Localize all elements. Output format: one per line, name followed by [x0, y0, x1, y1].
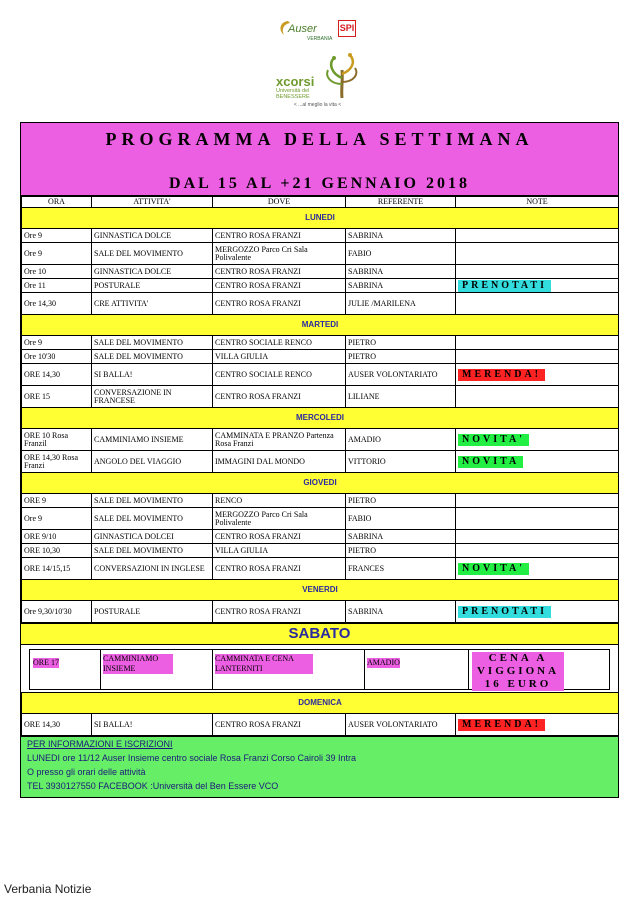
cell-note — [456, 364, 619, 386]
cell-ora: Ore 14,30 — [22, 293, 92, 315]
schedule-row — [22, 386, 619, 408]
cell-ora: ORE 14,30 Rosa Franzi — [22, 451, 92, 473]
spi-logo: SPI — [338, 20, 356, 37]
cell-ora: ORE 14/15,15 — [22, 558, 92, 580]
xcorsi-subtitle: Università del BENESSERE — [276, 88, 310, 100]
cell-dove: CENTRO ROSA FRANZI — [213, 279, 346, 293]
day-band — [22, 580, 619, 601]
cell-attivita: CRE ATTIVITA' — [92, 293, 213, 315]
page-title: PROGRAMMA DELLA SETTIMANA — [105, 129, 534, 149]
cell-attivita: GINNASTICA DOLCEI — [92, 530, 213, 544]
schedule-row — [22, 508, 619, 530]
day-name: SABATO — [288, 625, 351, 642]
cell-attivita: CAMMINIAMO INSIEME — [92, 429, 213, 451]
cell-referente: PIETRO — [346, 336, 456, 350]
cell-note — [456, 451, 619, 473]
cell-note — [456, 544, 619, 558]
day-band — [22, 315, 619, 336]
cell-attivita: SI BALLA! — [92, 364, 213, 386]
info-line-hours: LUNEDI ore 11/12 Auser Insieme centro sociale Rosa Franzi Corso Cairoli 39 Intra — [27, 753, 356, 763]
day-band — [22, 208, 619, 229]
cell-dove: CENTRO ROSA FRANZI — [213, 265, 346, 279]
xcorsi-tagline: < ...al meglio la vita < — [293, 102, 342, 108]
cell-note — [456, 265, 619, 279]
sabato-referente: AMADIO — [367, 658, 400, 667]
info-line-schedule: O presso gli orari delle attività — [27, 767, 146, 777]
cell-ora: Ore 11 — [22, 279, 92, 293]
note-badge: MERENDA! — [458, 719, 545, 731]
schedule-row — [22, 243, 619, 265]
cell-referente: AUSER VOLONTARIATO — [346, 364, 456, 386]
note-badge: MERENDA! — [458, 369, 545, 381]
sabato-attivita: CAMMINIAMO INSIEME — [103, 654, 173, 674]
cell-attivita: CONVERSAZIONI IN INGLESE — [92, 558, 213, 580]
cell-attivita: SALE DEL MOVIMENTO — [92, 350, 213, 364]
cell-note — [456, 336, 619, 350]
auser-logo-text: Auser — [288, 23, 317, 35]
cell-ora: Ore 9 — [22, 243, 92, 265]
schedule-row — [22, 350, 619, 364]
schedule-row — [22, 494, 619, 508]
column-header: ATTIVITA' — [92, 197, 213, 208]
cell-note — [456, 279, 619, 293]
cell-referente: SABRINA — [346, 229, 456, 243]
cell-dove: CAMMINATA E PRANZO Partenza Rosa Franzi — [213, 429, 346, 451]
cell-ora: ORE 14,30 — [22, 364, 92, 386]
cell-dove: MERGOZZO Parco Cri Sala Polivalente — [213, 508, 346, 530]
sabato-note: CENA A VIGGIONA 16 EURO — [472, 652, 564, 691]
sabato-ora: ORE 17 — [33, 658, 59, 667]
note-badge: PRENOTATI — [458, 280, 551, 292]
cell-attivita: ANGOLO DEL VIAGGIO — [92, 451, 213, 473]
day-name: LUNEDI — [22, 208, 619, 229]
cell-ora: Ore 10'30 — [22, 350, 92, 364]
cell-ora: ORE 9 — [22, 494, 92, 508]
cell-referente: VITTORIO — [346, 451, 456, 473]
column-header: DOVE — [213, 197, 346, 208]
cell-dove: CENTRO SOCIALE RENCO — [213, 336, 346, 350]
cell-note — [456, 429, 619, 451]
sabato-row — [21, 644, 618, 692]
day-band — [22, 473, 619, 494]
xcorsi-text: xcorsi — [276, 74, 315, 89]
cell-attivita: SALE DEL MOVIMENTO — [92, 508, 213, 530]
cell-dove — [212, 650, 365, 689]
cell-ora — [30, 650, 101, 689]
schedule-table — [21, 196, 619, 623]
cell-attivita: SALE DEL MOVIMENTO — [92, 243, 213, 265]
cell-attivita: SALE DEL MOVIMENTO — [92, 494, 213, 508]
universita-benessere-logo — [270, 52, 365, 110]
cell-note — [456, 530, 619, 544]
cell-note — [456, 558, 619, 580]
cell-dove: IMMAGINI DAL MONDO — [213, 451, 346, 473]
schedule-row — [22, 601, 619, 623]
schedule-row — [22, 451, 619, 473]
date-range: DAL 15 AL +21 GENNAIO 2018 — [169, 175, 470, 192]
cell-note — [456, 243, 619, 265]
cell-dove: CENTRO SOCIALE RENCO — [213, 364, 346, 386]
note-badge: NOVITA' — [458, 434, 529, 446]
cell-referente: PIETRO — [346, 494, 456, 508]
cell-dove: CENTRO ROSA FRANZI — [213, 558, 346, 580]
cell-attivita: CONVERSAZIONE IN FRANCESE — [92, 386, 213, 408]
column-header: REFERENTE — [346, 197, 456, 208]
cell-attivita — [100, 650, 213, 689]
day-name: MARTEDI — [22, 315, 619, 336]
note-badge: PRENOTATI — [458, 606, 551, 618]
cell-referente: FABIO — [346, 508, 456, 530]
cell-ora: ORE 14,30 — [22, 714, 92, 736]
cell-dove: CENTRO ROSA FRANZI — [213, 293, 346, 315]
cell-attivita: SALE DEL MOVIMENTO — [92, 544, 213, 558]
day-name: DOMENICA — [22, 693, 619, 714]
schedule-row — [22, 429, 619, 451]
cell-attivita: SALE DEL MOVIMENTO — [92, 336, 213, 350]
cell-referente: JULIE /MARILENA — [346, 293, 456, 315]
cell-attivita: POSTURALE — [92, 601, 213, 623]
cell-note — [456, 293, 619, 315]
cell-dove: VILLA GIULIA — [213, 544, 346, 558]
cell-attivita: SI BALLA! — [92, 714, 213, 736]
schedule-row — [22, 279, 619, 293]
cell-note — [456, 350, 619, 364]
watermark: Verbania Notizie — [4, 882, 92, 896]
cell-note — [456, 386, 619, 408]
cell-referente: SABRINA — [346, 279, 456, 293]
sabato-dove: CAMMINATA E CENA LANTERNITI — [215, 654, 313, 674]
sabato-table — [29, 649, 610, 690]
cell-dove: CENTRO ROSA FRANZI — [213, 601, 346, 623]
schedule-row — [22, 265, 619, 279]
day-band-sabato — [21, 623, 618, 644]
cell-dove: CENTRO ROSA FRANZI — [213, 530, 346, 544]
cell-referente: AUSER VOLONTARIATO — [346, 714, 456, 736]
schedule-header — [21, 123, 618, 196]
cell-referente: SABRINA — [346, 265, 456, 279]
schedule-row — [22, 293, 619, 315]
cell-referente: SABRINA — [346, 530, 456, 544]
cell-ora: ORE 15 — [22, 386, 92, 408]
cell-ora: Ore 9,30/10'30 — [22, 601, 92, 623]
cell-dove: CENTRO ROSA FRANZI — [213, 386, 346, 408]
cell-note — [456, 494, 619, 508]
cell-note — [456, 601, 619, 623]
day-name: MERCOLEDI — [22, 408, 619, 429]
schedule-row — [22, 364, 619, 386]
cell-ora: ORE 10 Rosa Franzil — [22, 429, 92, 451]
cell-referente: AMADIO — [346, 429, 456, 451]
schedule-row — [22, 558, 619, 580]
info-line-contacts: TEL 3930127550 FACEBOOK :Università del Ben Essere VCO — [27, 781, 279, 791]
cell-referente: LILIANE — [346, 386, 456, 408]
weekly-schedule — [20, 122, 619, 798]
cell-note — [468, 650, 609, 689]
info-box — [21, 736, 618, 797]
info-heading: PER INFORMAZIONI E ISCRIZIONI — [27, 739, 173, 749]
cell-ora: Ore 9 — [22, 336, 92, 350]
cell-dove: VILLA GIULIA — [213, 350, 346, 364]
cell-attivita: POSTURALE — [92, 279, 213, 293]
day-band — [22, 408, 619, 429]
cell-dove: MERGOZZO Parco Cri Sala Polivalente — [213, 243, 346, 265]
cell-note — [456, 714, 619, 736]
cell-ora: Ore 9 — [22, 508, 92, 530]
schedule-row — [22, 336, 619, 350]
day-band — [22, 693, 619, 714]
cell-ora: Ore 9 — [22, 229, 92, 243]
cell-referente: SABRINA — [346, 601, 456, 623]
cell-dove: RENCO — [213, 494, 346, 508]
day-name: GIOVEDI — [22, 473, 619, 494]
cell-referente: PIETRO — [346, 544, 456, 558]
cell-attivita: GINNASTICA DOLCE — [92, 229, 213, 243]
column-header-row — [22, 197, 619, 208]
domenica-table — [21, 692, 619, 736]
cell-dove: CENTRO ROSA FRANZI — [213, 714, 346, 736]
schedule-row — [22, 229, 619, 243]
column-header: NOTE — [456, 197, 619, 208]
cell-referente: PIETRO — [346, 350, 456, 364]
day-name: VENERDI — [22, 580, 619, 601]
note-badge: NOVITA — [458, 456, 523, 468]
schedule-row — [22, 714, 619, 736]
cell-dove: CENTRO ROSA FRANZI — [213, 229, 346, 243]
cell-referente: FRANCES — [346, 558, 456, 580]
cell-ora: ORE 10,30 — [22, 544, 92, 558]
cell-attivita: GINNASTICA DOLCE — [92, 265, 213, 279]
note-badge: NOVITA' — [458, 563, 529, 575]
cell-ora: Ore 10 — [22, 265, 92, 279]
cell-referente — [364, 650, 469, 689]
column-header: ORA — [22, 197, 92, 208]
cell-referente: FABIO — [346, 243, 456, 265]
cell-ora: ORE 9/10 — [22, 530, 92, 544]
schedule-row — [22, 530, 619, 544]
verbania-label: VERBANIA — [307, 36, 333, 42]
cell-note — [456, 229, 619, 243]
schedule-row — [22, 544, 619, 558]
cell-note — [456, 508, 619, 530]
